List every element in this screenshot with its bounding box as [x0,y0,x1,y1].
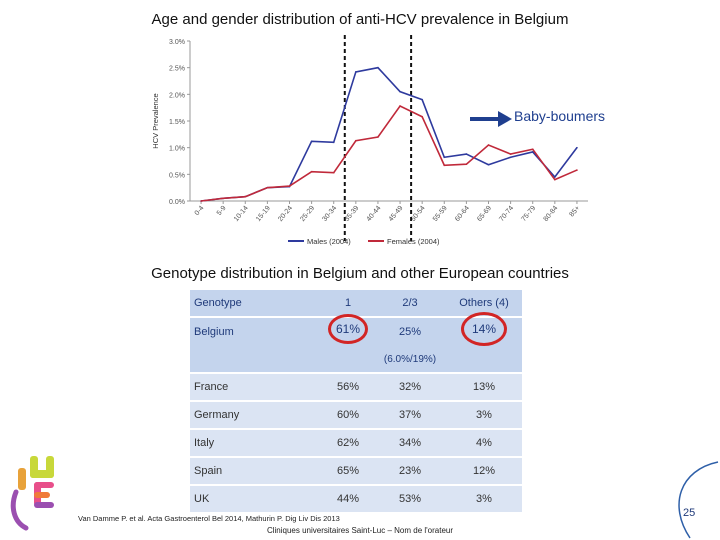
cell-country: Italy [190,429,322,457]
x-tick-label: 65-69 [476,204,494,224]
cell-g23: 25% [374,317,446,346]
data-point [466,153,468,155]
data-point [399,105,401,107]
data-point [421,99,423,101]
x-tick-label: 15-19 [255,204,272,224]
table-title: Genotype distribution in Belgium and other European countries [151,265,569,282]
data-point [355,71,357,73]
x-tick-label: 10-14 [232,204,250,224]
x-tick-label: 5-9 [215,204,228,218]
data-point [576,147,578,149]
cell-g23: 53% [374,485,446,512]
cell-country: Belgium [190,317,322,346]
y-tick-label: 2.0% [169,92,185,100]
cell-country: France [190,373,322,401]
data-point [443,156,445,158]
data-point [421,116,423,118]
table-row-belgium-sub [190,346,522,373]
x-tick-label: 85+ [568,204,582,219]
data-point [244,196,246,198]
y-axis-label: HCV Prevalence [151,93,160,149]
y-tick-label: 3.0% [169,39,185,46]
table-row [190,373,522,401]
university-logo-icon [8,452,68,532]
data-point [510,153,512,155]
data-point [222,198,224,200]
cell-g23: 37% [374,401,446,429]
data-point [289,185,291,187]
x-tick-label: 40-44 [365,204,383,224]
x-tick-label: 20-24 [277,204,295,224]
cell-country: UK [190,485,322,512]
data-point [377,67,379,69]
x-tick-label: 0-4 [193,204,206,218]
header-genotype: Genotype [190,290,322,317]
cell-g1: 62% [322,429,374,457]
table-row-belgium [190,317,522,346]
x-tick-label: 55-59 [431,204,449,224]
y-tick-label: 1.0% [169,145,185,153]
x-tick-label: 60-64 [454,204,471,224]
cell-g23-subtypes: (6.0%/19%) [374,346,446,373]
data-point [554,179,556,181]
cell-others: 3% [446,401,522,429]
cell-others: 4% [446,429,522,457]
data-point [488,144,490,146]
header-others: Others (4) [446,290,522,317]
cell-g23: 23% [374,457,446,485]
x-tick-label: 45-49 [387,204,405,224]
data-point [443,164,445,166]
data-point [267,187,269,189]
y-tick-label: 0.5% [169,172,185,180]
x-tick-label: 75-79 [520,204,538,224]
data-point [355,140,357,142]
table-row [190,485,522,512]
table-row [190,401,522,429]
data-point [333,142,335,144]
cell-others: 3% [446,485,522,512]
highlight-circle-others: 14% [461,312,507,346]
x-tick-label: 25-29 [299,204,317,224]
data-point [488,164,490,166]
data-point [333,172,335,174]
cell-g1: 44% [322,485,374,512]
reference-text: Van Damme P. et al. Acta Gastroenterol Bel 2014, Mathurin P. Dig Liv Dis 2013 [78,514,340,523]
y-tick-label: 1.5% [169,119,185,126]
table-row [190,457,522,485]
data-point [311,171,313,173]
data-point [311,140,313,142]
x-tick-label: 50-54 [409,204,427,224]
series-line-0 [201,68,577,201]
y-tick-label: 2.5% [169,65,185,73]
hcv-prevalence-chart [140,33,620,253]
chart-title: Age and gender distribution of anti-HCV prevalence in Belgium [151,11,569,28]
genotype-table [190,290,522,512]
data-point [377,136,379,138]
legend-label: Males (2004) [307,237,351,246]
arrow-right-icon [498,111,512,127]
cell-country: Spain [190,457,322,485]
data-point [466,163,468,165]
data-point [200,200,202,202]
cell-others: 12% [446,457,522,485]
y-tick-label: 0.0% [169,199,185,206]
corner-arc-decoration [660,460,720,540]
highlight-circle-g1: 61% [328,314,368,344]
data-point [510,156,512,158]
page-number: 25 [683,507,696,519]
cell-g1: 56% [322,373,374,401]
header-g1: 1 [322,290,374,317]
cell-others: 13% [446,373,522,401]
x-tick-label: 35-39 [343,204,361,224]
x-tick-label: 30-34 [321,204,339,224]
cell-g1: 65% [322,457,374,485]
baby-boomers-label: Baby-boumers [514,108,606,124]
table-row [190,429,522,457]
institution-text: Cliniques universitaires Saint-Luc – Nom de l'orateur [266,526,454,535]
legend-label: Females (2004) [387,237,440,246]
table-header-row [190,290,522,317]
cell-g1: 60% [322,401,374,429]
cell-g23: 34% [374,429,446,457]
x-tick-label: 80-84 [542,204,560,224]
cell-g23: 32% [374,373,446,401]
cell-country: Germany [190,401,322,429]
data-point [399,91,401,93]
data-point [532,148,534,150]
header-g23: 2/3 [374,290,446,317]
data-point [576,169,578,171]
x-tick-label: 70-74 [498,204,516,224]
